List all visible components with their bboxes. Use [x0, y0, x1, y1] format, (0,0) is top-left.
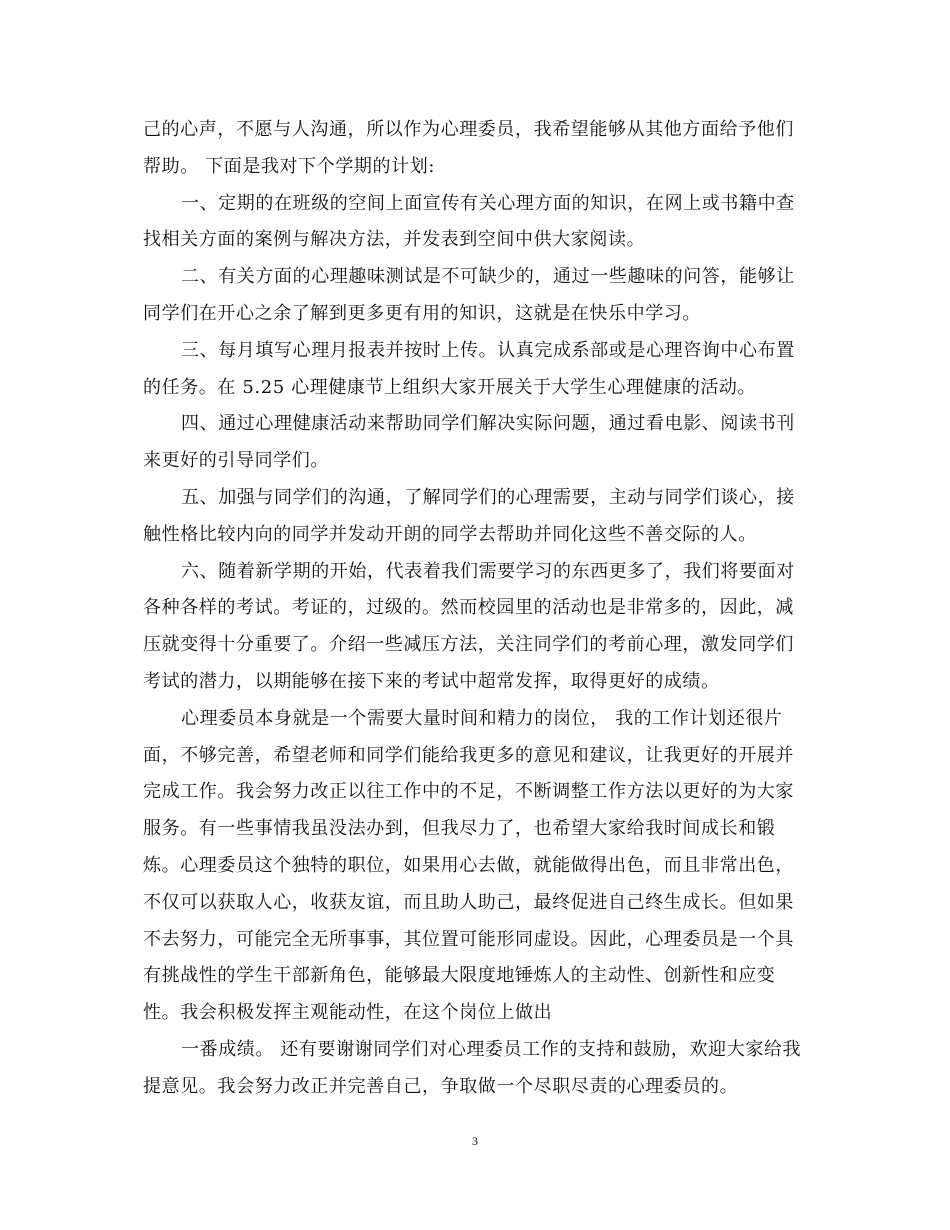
text-line: 服务。有一些事情我虽没法办到，但我尽力了，也希望大家给我时间成长和锻: [143, 818, 776, 840]
text-line: 来更好的引导同学们。: [143, 450, 329, 472]
text-line: 心理委员本身就是一个需要大量时间和精力的岗位， 我的工作计划还很片: [181, 707, 783, 729]
page-number: 3: [472, 1134, 478, 1148]
text-line: 炼。心理委员这个独特的职位，如果用心去做，就能做得出色，而且非常出色，: [143, 854, 794, 876]
text-line: 二、有关方面的心理趣味测试是不可缺少的，通过一些趣味的问答，能够让: [181, 266, 795, 288]
body-text: [143, 112, 815, 1106]
text-line: 提意见。我会努力改正并完善自己，争取做一个尽职尽责的心理委员的。: [143, 1075, 739, 1097]
text-line: 一番成绩。 还有要谢谢同学们对心理委员工作的支持和鼓励，欢迎大家给我: [181, 1038, 802, 1060]
text-line: 找相关方面的案例与解决方法，并发表到空间中供大家阅读。: [143, 229, 646, 251]
text-line: 性。我会积极发挥主观能动性，在这个岗位上做出: [143, 1002, 553, 1024]
text-line: 帮助。 下面是我对下个学期的计划:: [143, 155, 435, 177]
text-line: 不去努力，可能完全无所事事，其位置可能形同虚设。因此，心理委员是一个具: [143, 928, 794, 950]
text-line: 面，不够完善，希望老师和同学们能给我更多的意见和建议，让我更好的开展并: [143, 744, 794, 766]
text-line: 同学们在开心之余了解到更多更有用的知识，这就是在快乐中学习。: [143, 302, 701, 324]
text-line: 的任务。在 5.25 心理健康节上组织大家开展关于大学生心理健康的活动。: [143, 376, 757, 398]
text-line: 三、每月填写心理月报表并按时上传。认真完成系部或是心理咨询中心布置: [181, 339, 795, 361]
text-line: 有挑战性的学生干部新角色，能够最大限度地锤炼人的主动性、创新性和应变: [143, 965, 776, 987]
text-line: 各种各样的考试。考证的，过级的。然而校园里的活动也是非常多的，因此，减: [143, 597, 794, 619]
text-line: 五、加强与同学们的沟通，了解同学们的心理需要，主动与同学们谈心，接: [181, 486, 795, 508]
text-line: 压就变得十分重要了。介绍一些减压方法，关注同学们的考前心理，激发同学们: [143, 634, 794, 656]
text-line: 考试的潜力，以期能够在接下来的考试中超常发挥，取得更好的成绩。: [143, 670, 720, 692]
text-line: 完成工作。我会努力改正以往工作中的不足，不断调整工作方法以更好的为大家: [143, 781, 794, 803]
text-line: 六、随着新学期的开始，代表着我们需要学习的东西更多了，我们将要面对: [181, 560, 795, 582]
text-line: 己的心声，不愿与人沟通，所以作为心理委员，我希望能够从其他方面给予他们: [143, 119, 794, 140]
text-line: 一、定期的在班级的空间上面宣传有关心理方面的知识，在网上或书籍中查: [181, 192, 795, 214]
text-line: 触性格比较内向的同学并发动开朗的同学去帮助并同化这些不善交际的人。: [143, 523, 757, 545]
text-line: 不仅可以获取人心，收获友谊，而且助人助己，最终促进自己终生成长。但如果: [143, 891, 794, 913]
text-line: 四、通过心理健康活动来帮助同学们解决实际问题，通过看电影、阅读书刊: [181, 413, 795, 435]
